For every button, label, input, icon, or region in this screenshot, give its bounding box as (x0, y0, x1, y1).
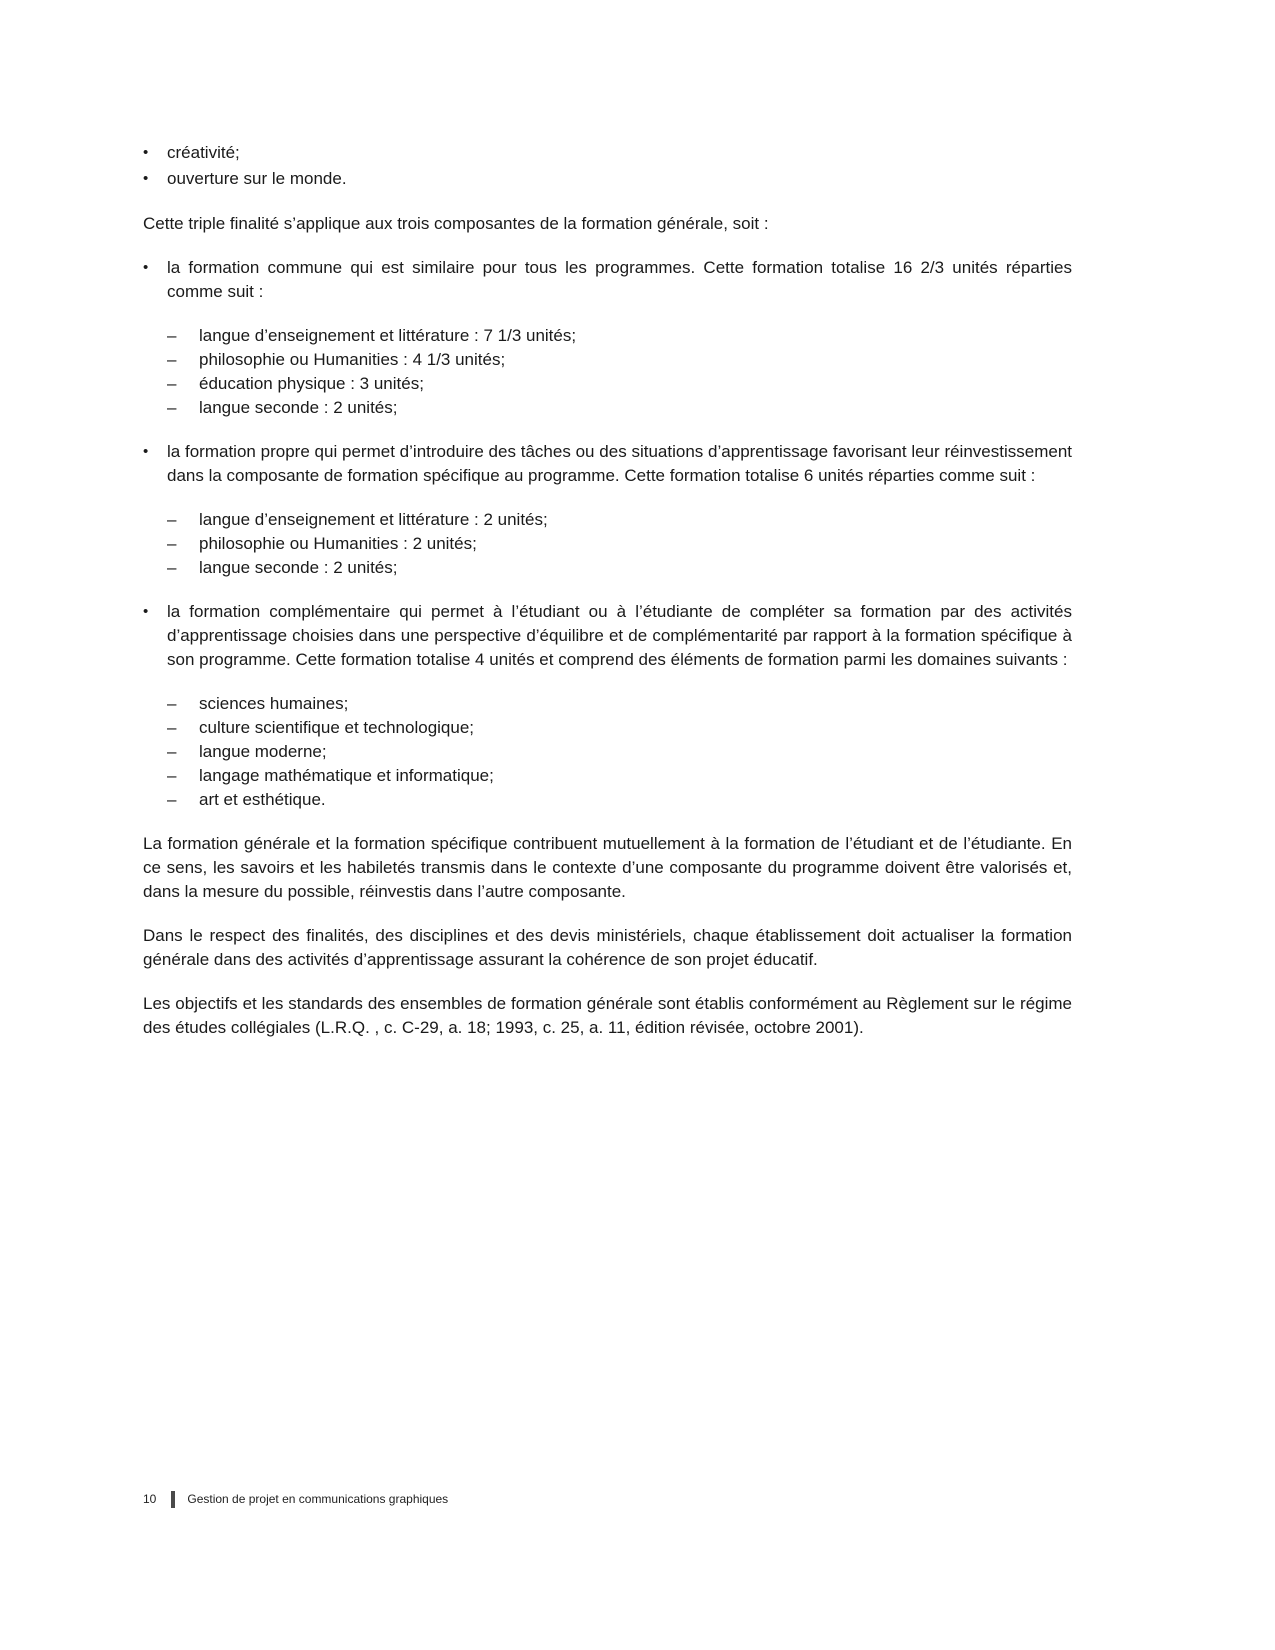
list-item-text: sciences humaines; (199, 694, 349, 713)
list-item (143, 600, 1072, 672)
dash-icon: – (167, 326, 177, 345)
list-item-text: la formation complémentaire qui permet à l’étudiant ou à l’étudiante de compléter sa formation par des activités d’apprentissage choisies dans une perspective d’équilibre et de complémentarité par rapport à la formation spécifique à son programme. Cette formation totalise 4 unités et comprend des éléments de formation parmi les domaines suivants : (167, 602, 1072, 669)
list-item-text: la formation commune qui est similaire pour tous les programmes. Cette formation totalise 16 2/3 unités réparties comme suit : (167, 258, 1072, 301)
sub-list (143, 508, 1072, 580)
list-item-text: créativité; (167, 143, 240, 162)
list-item (167, 764, 1072, 788)
list-item-text: philosophie ou Humanities : 4 1/3 unités; (199, 350, 506, 369)
bullet-icon: • (143, 170, 149, 187)
list-item-text: langue d’enseignement et littérature : 2 unités; (199, 510, 548, 529)
paragraph: Cette triple finalité s’applique aux trois composantes de la formation générale, soit : (143, 214, 769, 233)
list-item (143, 256, 1072, 304)
bullet-icon: • (143, 603, 149, 620)
bullet-icon: • (143, 259, 149, 276)
paragraph: Les objectifs et les standards des ensembles de formation générale sont établis conformément au Règlement sur le régime des études collégiales (L.R.Q. , c. C-29, a. 18; 1993, c. 25, a. 11, édition révisée, octobre 2001). (143, 994, 1072, 1037)
list-item (143, 166, 1072, 192)
list-item-text: art et esthétique. (199, 790, 326, 809)
list-item (167, 348, 1072, 372)
dash-icon: – (167, 398, 177, 417)
bullet-icon: • (143, 144, 149, 161)
list-item-text: langage mathématique et informatique; (199, 766, 494, 785)
footer-title: Gestion de projet en communications graphiques (187, 1492, 449, 1506)
footer-separator (171, 1491, 175, 1508)
list-item (167, 324, 1072, 348)
list-item-text: langue seconde : 2 unités; (199, 398, 398, 417)
page-number: 10 (143, 1492, 157, 1506)
dash-icon: – (167, 766, 177, 785)
intro-bullet-list (143, 140, 1072, 192)
list-item-text: philosophie ou Humanities : 2 unités; (199, 534, 477, 553)
dash-icon: – (167, 558, 177, 577)
dash-icon: – (167, 374, 177, 393)
list-item (167, 740, 1072, 764)
list-item-text: la formation propre qui permet d’introduire des tâches ou des situations d’apprentissage favorisant leur réinvestissement dans la composante de formation spécifique au programme. Cette formation totalise 6 unités réparties comme suit : (167, 442, 1072, 485)
paragraph: Dans le respect des finalités, des disciplines et des devis ministériels, chaque établissement doit actualiser la formation générale dans des activités d’apprentissage assurant la cohérence de son projet éducatif. (143, 926, 1072, 969)
list-item (167, 788, 1072, 812)
list-item (167, 716, 1072, 740)
list-item (167, 532, 1072, 556)
list-item (143, 140, 1072, 166)
list-item-text: langue d’enseignement et littérature : 7 1/3 unités; (199, 326, 577, 345)
list-item (167, 396, 1072, 420)
page-footer (143, 1489, 448, 1509)
dash-icon: – (167, 694, 177, 713)
list-item-text: langue moderne; (199, 742, 327, 761)
dash-icon: – (167, 350, 177, 369)
list-item (167, 372, 1072, 396)
list-item (167, 508, 1072, 532)
dash-icon: – (167, 742, 177, 761)
bullet-icon: • (143, 443, 149, 460)
list-item-text: langue seconde : 2 unités; (199, 558, 398, 577)
dash-icon: – (167, 534, 177, 553)
list-item (167, 692, 1072, 716)
sub-list (143, 692, 1072, 812)
dash-icon: – (167, 790, 177, 809)
paragraph: La formation générale et la formation spécifique contribuent mutuellement à la formation de l’étudiant et de l’étudiante. En ce sens, les savoirs et les habiletés transmis dans le contexte d’une composante du programme doivent être valorisés et, dans la mesure du possible, réinvestis dans l’autre composante. (143, 834, 1072, 901)
document-content (143, 140, 1072, 1060)
dash-icon: – (167, 718, 177, 737)
list-item (167, 556, 1072, 580)
list-item-text: éducation physique : 3 unités; (199, 374, 424, 393)
sub-list (143, 324, 1072, 420)
dash-icon: – (167, 510, 177, 529)
list-item-text: culture scientifique et technologique; (199, 718, 475, 737)
list-item-text: ouverture sur le monde. (167, 169, 347, 188)
list-item (143, 440, 1072, 488)
